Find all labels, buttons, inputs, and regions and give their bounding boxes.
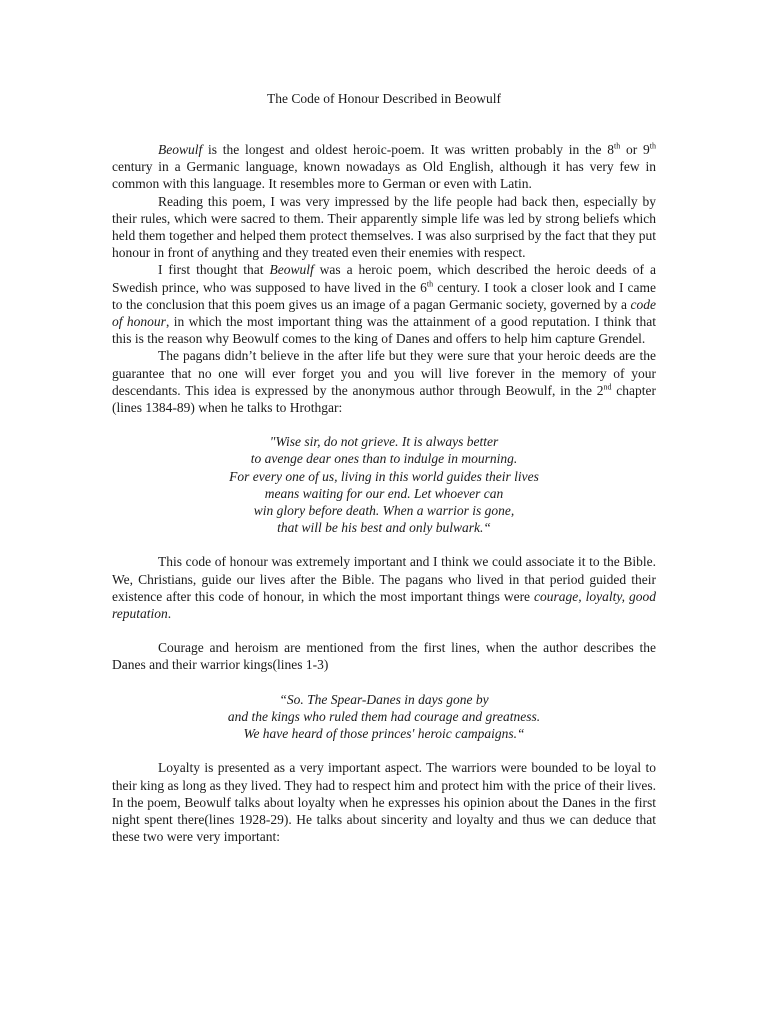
text-run: . bbox=[167, 606, 172, 622]
text-run: was a heroic poem, which described the heroic deeds of a Swedish prince, who was supposed to have lived in the 6 bbox=[112, 262, 656, 295]
paragraph-intro bbox=[112, 141, 656, 193]
paragraph-impression: Reading this poem, I was very impressed by the life people had back then, especially by their rules, which were sacred to them. Their apparently simple life was led by strong beliefs which held them together and helped them protect themselves. I was also surprised by the fact that they put honour in front of anything and they treated even their enemies with respect. bbox=[112, 193, 656, 261]
superscript: th bbox=[649, 141, 656, 151]
block-quote-wise-sir bbox=[112, 433, 656, 536]
spacer bbox=[112, 536, 656, 553]
quote-line: means waiting for our end. Let whoever can bbox=[264, 485, 504, 501]
superscript: th bbox=[614, 141, 621, 151]
quote-line: We have heard of those princes' heroic campaigns.“ bbox=[243, 726, 525, 742]
text-run: or 9 bbox=[620, 142, 650, 157]
paragraph-loyalty: Loyalty is presented as a very important aspect. The warriors were bounded to be loyal to their king as long as they lived. They had to respect him and protect him with the price of their lives. In the poem, Beowulf talks about loyalty when he expresses his opinion about the Danes in the first night spent there(lines 1928-29). He talks about sincerity and loyalty and thus we can deduce that these two were very important: bbox=[112, 760, 656, 845]
italic-text: code of honour bbox=[112, 296, 656, 330]
italic-text: Beowulf bbox=[269, 262, 314, 278]
spacer bbox=[112, 674, 656, 691]
text-run: This code of honour was extremely important and I think we could associate it to the Bible. We, Christians, guide our lives after the Bible. The pagans who lived in that period guided their existence after this code of honour, in which the most important things were bbox=[112, 554, 656, 604]
spacer bbox=[112, 416, 656, 433]
superscript: nd bbox=[603, 382, 612, 392]
paragraph-first-thought bbox=[112, 261, 656, 347]
quote-line: “So. The Spear-Danes in days gone by bbox=[279, 691, 489, 707]
text-run: The pagans didn’t believe in the after life but they were sure that your heroic deeds are the guarantee that no one will ever forget you and you will live forever in the memory of your descendants. This idea is expressed by the anonymous author through Beowulf, in the 2 bbox=[112, 348, 656, 398]
quote-line: to avenge dear ones than to indulge in mourning. bbox=[250, 451, 518, 467]
superscript: th bbox=[426, 279, 434, 289]
text-run: chapter (lines 1384-89) when he talks to Hrothgar: bbox=[112, 382, 656, 416]
quote-line: "Wise sir, do not grieve. It is always better bbox=[269, 434, 499, 450]
text-run: century. I took a closer look and I came to the conclusion that this poem gives us an image of a pagan Germanic society, governed by a bbox=[112, 279, 656, 312]
text-run: , in which the most important thing was the attainment of a good reputation. I think that this is the reason why Beowulf comes to the king of Danes and offers to help him capture Grendel. bbox=[112, 314, 656, 347]
paragraph-pagans bbox=[112, 347, 656, 416]
page-title: The Code of Honour Described in Beowulf bbox=[267, 91, 501, 106]
italic-text: Beowulf bbox=[158, 142, 203, 157]
italic-text: courage, loyalty, good reputation bbox=[112, 588, 656, 622]
quote-line: For every one of us, living in this world guides their lives bbox=[229, 468, 539, 484]
quote-line: win glory before death. When a warrior is gone, bbox=[253, 503, 515, 519]
text-run: is the longest and oldest heroic-poem. It was written probably in the 8 bbox=[202, 142, 615, 157]
quote-line: that will be his best and only bulwark.“ bbox=[277, 520, 491, 536]
text-run: century in a Germanic language, known nowadays as Old English, although it has very few in common with this language. It resembles more to German or even with Latin. bbox=[112, 159, 656, 192]
block-quote-spear-danes bbox=[112, 691, 656, 743]
spacer bbox=[112, 622, 656, 639]
spacer bbox=[112, 742, 656, 759]
paragraph-courage: Courage and heroism are mentioned from the first lines, when the author describes the Danes and their warrior kings(lines 1-3) bbox=[112, 640, 656, 673]
paragraph-bible bbox=[112, 553, 656, 622]
quote-line: and the kings who ruled them had courage and greatness. bbox=[227, 708, 541, 724]
text-run: I first thought that bbox=[158, 262, 270, 278]
